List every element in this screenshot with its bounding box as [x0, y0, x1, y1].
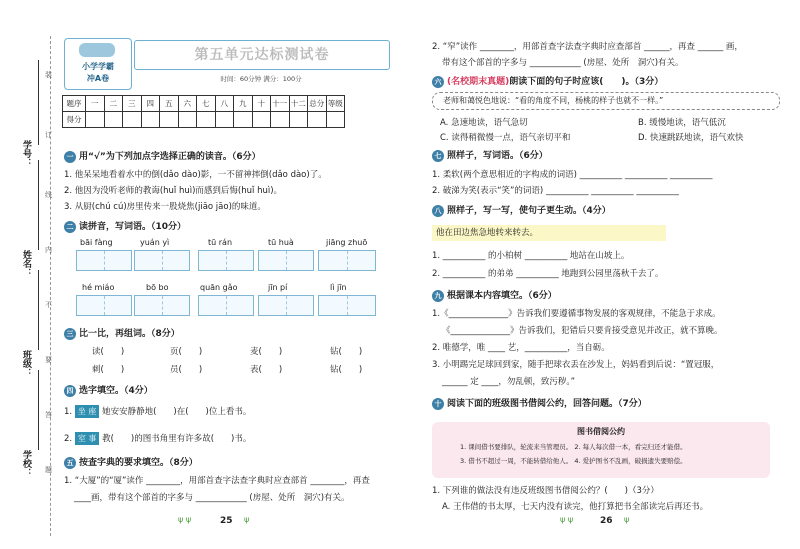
sprout-icon: ψ ψ	[560, 515, 574, 524]
question-line: ____画，带有这个部首的字多与 ____________ (房屋、处所 洞穴)有关。	[74, 493, 350, 503]
cut-char: 答	[45, 411, 52, 419]
notice-title: 图书借阅公约	[577, 427, 625, 436]
score-header: 总分	[308, 96, 327, 112]
question-line: 1. 他呆呆地看着水中的倒(dǎo dào)影，一不留神摔倒(dǎo dào)了。	[64, 170, 327, 180]
section-title: 根据课本内容填空。（6分）	[447, 291, 557, 301]
score-cell[interactable]	[289, 112, 308, 128]
score-table	[62, 95, 345, 128]
score-table-score-row	[63, 112, 345, 128]
answer-blank[interactable]: __________ __________ __________	[545, 186, 679, 196]
section-5-heading	[64, 455, 198, 469]
pinyin: tū rán	[208, 238, 233, 247]
notice-line: 3. 借书不超过一周，不能转借给他人。 4. 爱护图书不乱画，破损遗失要赔偿。	[460, 457, 687, 465]
section-title: 用“√”为下列加点字选择正确的读音。（6分）	[79, 152, 261, 162]
section-number: 十	[432, 398, 444, 410]
compare-item: 钻( )	[330, 365, 363, 375]
section-7-heading	[432, 148, 548, 162]
compare-item: 读( )	[92, 347, 125, 357]
cut-char: 不	[45, 301, 52, 309]
binding-label-name: 姓名：	[21, 250, 31, 277]
logo-line1: 小学学霸	[82, 62, 114, 71]
question-line	[432, 184, 679, 196]
section-3-heading	[64, 326, 180, 340]
compare-item: 刺( )	[92, 365, 125, 375]
pinyin: lì jīn	[330, 283, 347, 292]
series-logo	[64, 38, 132, 90]
score-header: 十	[252, 96, 271, 112]
section-6-heading	[432, 74, 663, 88]
item-number: 1.	[64, 407, 75, 417]
section-number: 六	[432, 76, 444, 88]
section-number: 五	[64, 457, 76, 469]
page-number: 25	[220, 516, 233, 526]
question-line: 带有这个部首的字多与 ____________ (房屋、处所 洞穴)有关。	[442, 58, 684, 68]
logo-image	[79, 43, 115, 57]
pinyin: tū huà	[268, 238, 294, 247]
question-line: 1.《______________》告诉我们要遵循事物发展的客观规律，不能急于求成。	[432, 309, 721, 319]
exam-header	[64, 38, 388, 88]
option-a[interactable]: A. 王伟借的书太厚，七天内没有读完，他打算把书全部读完后再还书。	[442, 502, 709, 512]
section-title: 照样子，写一写，使句子更生动。（4分）	[447, 206, 611, 216]
cut-line	[50, 36, 51, 536]
answer-blank[interactable]: __________ __________ __________	[579, 170, 713, 180]
question-line: 《______________》告诉我们，犯错后只要肯接受意见并改正，就不算晚。	[442, 326, 723, 336]
section-title: 照样子，写词语。（6分）	[447, 151, 548, 161]
section-number: 九	[432, 290, 444, 302]
section-title: 比一比，再组词。（8分）	[79, 329, 180, 339]
cut-char: 要	[45, 356, 52, 364]
section-number: 二	[64, 221, 76, 233]
char-grid[interactable]	[76, 250, 132, 271]
pinyin: jīn pí	[268, 283, 288, 292]
section-number: 八	[432, 205, 444, 217]
section-number: 三	[64, 328, 76, 340]
binding-label-student-id: 学号：	[21, 140, 31, 167]
question-line: 2. 唯德学，唯 ____ 艺，__________，当自砺。	[432, 343, 610, 353]
score-cell[interactable]	[123, 112, 142, 128]
compare-item: 钻( )	[330, 347, 363, 357]
score-row-label: 得分	[63, 112, 86, 128]
question-line: 1. __________ 的小柏树 __________ 地站在山坡上。	[432, 251, 630, 261]
score-cell[interactable]	[271, 112, 290, 128]
question-line: 3. 从厨(chú cú)房里传来一股烧焦(jiāo jāo)的味道。	[64, 202, 266, 212]
binding-line	[38, 60, 39, 145]
section-1-heading	[64, 149, 261, 163]
question-line: 2. __________ 的弟弟 __________ 地跑到公园里荡秋千去了。	[432, 269, 664, 279]
logo-line2: 冲A卷	[86, 74, 110, 83]
question-line	[432, 168, 713, 180]
compare-item: 员( )	[170, 365, 203, 375]
binding-line	[38, 160, 39, 250]
binding-margin	[0, 0, 58, 549]
section-title: 朗读下面的句子时应该( )。（3分）	[509, 77, 664, 87]
binding-line	[38, 270, 39, 350]
word-choice: 坐 座	[75, 405, 100, 418]
section-title: 读拼音，写词语。（10分）	[79, 222, 187, 232]
score-header: 十二	[289, 96, 308, 112]
score-header: 二	[104, 96, 123, 112]
section-number: 七	[432, 150, 444, 162]
char-grid[interactable]	[198, 250, 254, 271]
cut-char: 订	[45, 131, 52, 139]
score-cell[interactable]	[252, 112, 271, 128]
score-cell[interactable]	[160, 112, 179, 128]
section-4-heading	[64, 383, 153, 397]
exam-subtitle: 时间：60分钟 满分：100分	[220, 75, 302, 83]
section-number: 四	[64, 385, 76, 397]
score-header: 五	[160, 96, 179, 112]
compare-item: 页( )	[170, 347, 203, 357]
char-grid[interactable]	[258, 295, 314, 316]
pinyin: jiāng zhuō	[326, 238, 368, 247]
section-2-heading	[64, 219, 186, 233]
right-page	[410, 0, 800, 549]
option-c[interactable]: C. 读得稍微慢一点，语气亲切平和	[440, 133, 571, 143]
sentence: 她安安静静地( )在( )位上看书。	[102, 407, 252, 417]
fill-line	[64, 432, 251, 445]
pinyin: hé miáo	[82, 283, 115, 292]
compare-item: 表( )	[250, 365, 283, 375]
cut-char: 装	[45, 71, 52, 79]
score-header: 八	[215, 96, 234, 112]
section-8-heading	[432, 203, 611, 217]
char-grid[interactable]	[258, 250, 314, 271]
compare-item: 麦( )	[250, 347, 283, 357]
question-line: 1. “大厦”的“厦”读作 ________，用部首查字法查字典时应查部首 ________，再查	[64, 476, 370, 486]
score-header: 六	[178, 96, 197, 112]
pinyin: bō bo	[146, 283, 169, 292]
section-10-heading	[432, 396, 647, 410]
score-cell[interactable]	[178, 112, 197, 128]
score-header: 题序	[63, 96, 86, 112]
binding-label-class: 班级：	[21, 350, 31, 377]
char-grid[interactable]	[76, 295, 132, 316]
question-line: 3. 小明踢完足球回到家，随手把球衣丢在沙发上，妈妈看到后说：“置冠服，	[432, 360, 720, 370]
section-title: 按查字典的要求填空。（8分）	[79, 458, 198, 468]
section-number: 一	[64, 151, 76, 163]
question-line: 1. 下列谁的做法没有违反班级图书借阅公约？( )（3分）	[432, 486, 659, 496]
notice-line: 1. 课间借书要排队，轮流来当管理员。 2. 每人每次借一本，看完归还才能借。	[460, 443, 687, 451]
sprout-icon: ψ	[244, 515, 250, 524]
score-cell[interactable]	[104, 112, 123, 128]
score-cell[interactable]	[141, 112, 160, 128]
score-cell[interactable]	[86, 112, 105, 128]
score-cell[interactable]	[308, 112, 327, 128]
char-grid[interactable]	[134, 295, 190, 316]
section-9-heading	[432, 288, 557, 302]
option-b[interactable]: B. 缓慢地读，语气低沉	[638, 118, 726, 128]
score-cell[interactable]	[197, 112, 216, 128]
score-header: 十一	[271, 96, 290, 112]
section-title: 选字填空。（4分）	[79, 386, 153, 396]
pinyin: quān gǎo	[200, 283, 238, 292]
char-grid[interactable]	[198, 295, 254, 316]
binding-line	[38, 370, 39, 450]
score-header: 一	[86, 96, 105, 112]
page-number: 26	[600, 516, 613, 526]
pinyin: bāi fàng	[80, 238, 113, 247]
quote-box: 老师和蔼悦色地说：“看的角度不同，杨桃的样子也就不一样。”	[432, 92, 780, 110]
score-table-header-row	[63, 96, 345, 112]
score-header: 九	[234, 96, 253, 112]
binding-label-school: 学校：	[21, 450, 31, 477]
option-d[interactable]: D. 快速跳跃地读，语气欢快	[638, 133, 744, 143]
question-line: 2. “窄”读作 ________，用部首查字法查字典时应查部首 ______，再查 ______ 画，	[432, 42, 743, 52]
option-a[interactable]: A. 急速地读，语气急切	[440, 118, 528, 128]
score-cell[interactable]	[215, 112, 234, 128]
pinyin: yuán yì	[140, 238, 170, 247]
question-line: 2. 他因为没听老师的教诲(huǐ huì)而感到后悔(huǐ huì)。	[64, 186, 283, 196]
source-tag: (名校期末真题)	[447, 77, 510, 87]
score-header: 等级	[326, 96, 345, 112]
char-grid[interactable]	[318, 250, 376, 271]
score-header: 七	[197, 96, 216, 112]
score-cell[interactable]	[234, 112, 253, 128]
sentence: 教( )的图书角里有许多故( )书。	[102, 434, 252, 444]
sprout-icon: ψ ψ	[178, 515, 192, 524]
cut-char: 内	[45, 246, 52, 254]
fill-line	[64, 405, 251, 418]
item-number: 2.	[64, 434, 75, 444]
char-grid[interactable]	[134, 250, 190, 271]
score-header: 四	[141, 96, 160, 112]
sprout-icon: ψ	[624, 515, 630, 524]
library-notice	[432, 422, 770, 478]
cut-char: 题	[45, 466, 52, 474]
prompt-text: 2. 破涕为笑(表示“笑”的词语)	[432, 186, 544, 196]
word-choice: 室 事	[75, 432, 100, 445]
example-sentence: 他在田边焦急地转来转去。	[432, 225, 666, 241]
prompt-text: 1. 柔软(两个意思相近的字构成的词语)	[432, 170, 577, 180]
question-line: ______ 定 ____，勿乱顿，致污秽。”	[442, 377, 576, 387]
section-title: 阅读下面的班级图书借阅公约，回答问题。（7分）	[447, 399, 647, 409]
exam-title: 第五单元达标测试卷	[134, 40, 390, 70]
cut-char: 线	[45, 191, 52, 199]
score-cell[interactable]	[326, 112, 345, 128]
score-header: 三	[123, 96, 142, 112]
char-grid[interactable]	[318, 295, 376, 316]
